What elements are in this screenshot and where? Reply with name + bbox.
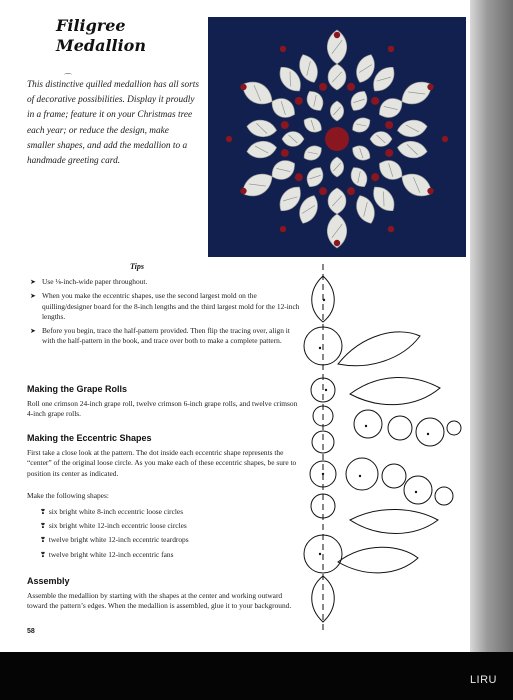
center-dot bbox=[325, 389, 327, 391]
middle-circle bbox=[375, 94, 407, 123]
center-teardrop bbox=[349, 142, 373, 164]
pattern-leaf bbox=[350, 377, 440, 404]
half-pattern-diagram bbox=[290, 264, 470, 634]
grape-roll bbox=[295, 97, 303, 105]
shape-list-item bbox=[40, 533, 280, 547]
center-teardrop bbox=[349, 114, 373, 136]
center-dot bbox=[323, 299, 325, 301]
medallion-image bbox=[208, 17, 466, 257]
center-dot bbox=[359, 475, 361, 477]
page-title: Filigree Medallion bbox=[56, 16, 146, 55]
outer-teardrop bbox=[397, 168, 436, 202]
grape-rolls-text: Roll one crimson 24-inch grape roll, twelve crimson 6-inch grape rolls, and twelve crimson 4-inch grape rolls. bbox=[27, 399, 298, 419]
grape-roll bbox=[385, 149, 393, 157]
grape-roll bbox=[385, 121, 393, 129]
grape-roll bbox=[388, 226, 394, 232]
grape-roll bbox=[240, 188, 246, 194]
pattern-leaf bbox=[350, 509, 438, 533]
pattern-circle bbox=[447, 421, 461, 435]
center-dot bbox=[365, 425, 367, 427]
grape-roll bbox=[319, 187, 327, 195]
tip-item bbox=[30, 277, 302, 287]
inner-circle bbox=[282, 132, 304, 147]
bullet-icon: ❣ bbox=[40, 550, 46, 559]
grape-roll bbox=[371, 173, 379, 181]
bullet-icon: ❣ bbox=[40, 508, 46, 516]
side-fan bbox=[246, 139, 278, 160]
tips-heading: Tips bbox=[130, 262, 144, 271]
grape-roll bbox=[281, 149, 289, 157]
inner-circle bbox=[370, 132, 392, 147]
assembly-text: Assemble the medallion by starting with the shapes at the center and working outward toward the pattern’s edges. When the medallion is assembled, glue it to your background. bbox=[27, 591, 292, 611]
medallion-photo bbox=[208, 17, 466, 257]
pattern-leaf bbox=[338, 547, 418, 573]
shape-text: six bright white 12-inch eccentric loose circles bbox=[48, 521, 187, 531]
grape-roll bbox=[442, 136, 448, 142]
side-fan bbox=[246, 118, 278, 139]
middle-circle bbox=[328, 188, 346, 214]
center-dot bbox=[322, 473, 324, 475]
outer-teardrop bbox=[397, 76, 436, 110]
arrow-bullet-icon: ➤ bbox=[30, 292, 36, 301]
eccentric-shapes-heading: Making the Eccentric Shapes bbox=[27, 433, 152, 443]
center-dot bbox=[319, 553, 321, 555]
shape-text: twelve bright white 12-inch eccentric teardrops bbox=[48, 535, 189, 545]
grape-rolls-heading: Making the Grape Rolls bbox=[27, 384, 128, 394]
outer-teardrop bbox=[238, 168, 277, 202]
grape-roll bbox=[347, 83, 355, 91]
inner-circle bbox=[347, 88, 371, 115]
middle-circle bbox=[328, 64, 346, 90]
center-teardrop bbox=[330, 157, 344, 177]
center-dot bbox=[415, 491, 417, 493]
assembly-heading: Assembly bbox=[27, 576, 70, 586]
bullet-icon: ❣ bbox=[40, 522, 46, 531]
shape-list-item bbox=[40, 505, 280, 519]
center-dot bbox=[427, 433, 429, 435]
grape-roll bbox=[427, 84, 433, 90]
inner-circle bbox=[347, 164, 371, 191]
center-teardrop bbox=[301, 114, 325, 136]
center-grape-roll bbox=[325, 127, 349, 151]
pattern-circle bbox=[382, 464, 406, 488]
intro-text: This distinctive quilled medallion has all sorts of decorative possibilities. Display it proudly in a frame; feature it on your Christmas tree each year; or reduce the design, make smaller shapes, and add the medallion to a handmade greeting card. bbox=[27, 80, 199, 167]
side-fan bbox=[396, 118, 428, 139]
shapes-lead: Make the following shapes: bbox=[27, 491, 109, 500]
center-teardrop bbox=[301, 142, 325, 164]
pattern-leaf bbox=[338, 332, 420, 366]
middle-circle bbox=[268, 94, 300, 123]
side-fan bbox=[396, 139, 428, 160]
inner-circle bbox=[303, 164, 327, 191]
page-edge-shadow bbox=[470, 0, 513, 652]
grape-roll bbox=[295, 173, 303, 181]
tips-list bbox=[30, 277, 302, 351]
grape-roll bbox=[388, 46, 394, 52]
tip-item bbox=[30, 291, 302, 322]
grape-roll bbox=[371, 97, 379, 105]
middle-circle bbox=[375, 156, 407, 185]
pattern-circle bbox=[435, 487, 453, 505]
tip-text: Use ⅛-inch-wide paper throughout. bbox=[42, 277, 148, 286]
grape-roll bbox=[347, 187, 355, 195]
center-teardrop bbox=[330, 101, 344, 121]
shape-text: six bright white 8-inch eccentric loose circles bbox=[48, 507, 184, 516]
eccentric-shapes-text: First take a close look at the pattern. The dot inside each eccentric shape represents the “center” of the original loose circle. As you make each of these eccentric shapes, be sure to position its center as indicated. bbox=[27, 448, 297, 478]
shapes-list bbox=[40, 505, 280, 562]
grape-roll bbox=[240, 84, 246, 90]
watermark-text: LIRU bbox=[469, 674, 497, 686]
grape-roll bbox=[280, 226, 286, 232]
center-dot bbox=[319, 347, 321, 349]
pattern-circle bbox=[416, 418, 444, 446]
pattern-circle bbox=[354, 410, 382, 438]
shape-list-item bbox=[40, 548, 280, 562]
pattern-circle bbox=[388, 416, 412, 440]
tip-text: Before you begin, trace the half-pattern provided. Then flip the tracing over, align it with the half-pattern in the book, and trace over both to make a complete pattern. bbox=[42, 326, 290, 346]
grape-roll bbox=[334, 32, 340, 38]
grape-roll bbox=[334, 240, 340, 246]
inner-circle bbox=[303, 88, 327, 115]
middle-circle bbox=[268, 156, 300, 185]
arrow-bullet-icon: ➤ bbox=[30, 278, 36, 286]
outer-teardrop bbox=[238, 76, 277, 110]
arrow-bullet-icon: ➤ bbox=[30, 327, 36, 336]
shape-list-item bbox=[40, 519, 280, 533]
grape-roll bbox=[319, 83, 327, 91]
shape-text: twelve bright white 12-inch eccentric fans bbox=[48, 549, 174, 559]
footer-bar bbox=[0, 652, 513, 700]
title-ornament: ⌒ bbox=[64, 73, 72, 82]
pattern-circle bbox=[404, 476, 432, 504]
tip-text: When you make the eccentric shapes, use the second largest mold on the quilling/designer board for the 8-inch lengths and the third largest mold for the 12-inch lengths. bbox=[42, 291, 300, 321]
tip-item bbox=[30, 326, 302, 347]
grape-roll bbox=[281, 121, 289, 129]
page-number: 58 bbox=[27, 628, 35, 635]
bullet-icon: ❣ bbox=[40, 536, 46, 545]
pattern-svg bbox=[290, 264, 470, 634]
pattern-circle bbox=[346, 458, 378, 490]
grape-roll bbox=[280, 46, 286, 52]
grape-roll bbox=[226, 136, 232, 142]
grape-roll bbox=[427, 188, 433, 194]
